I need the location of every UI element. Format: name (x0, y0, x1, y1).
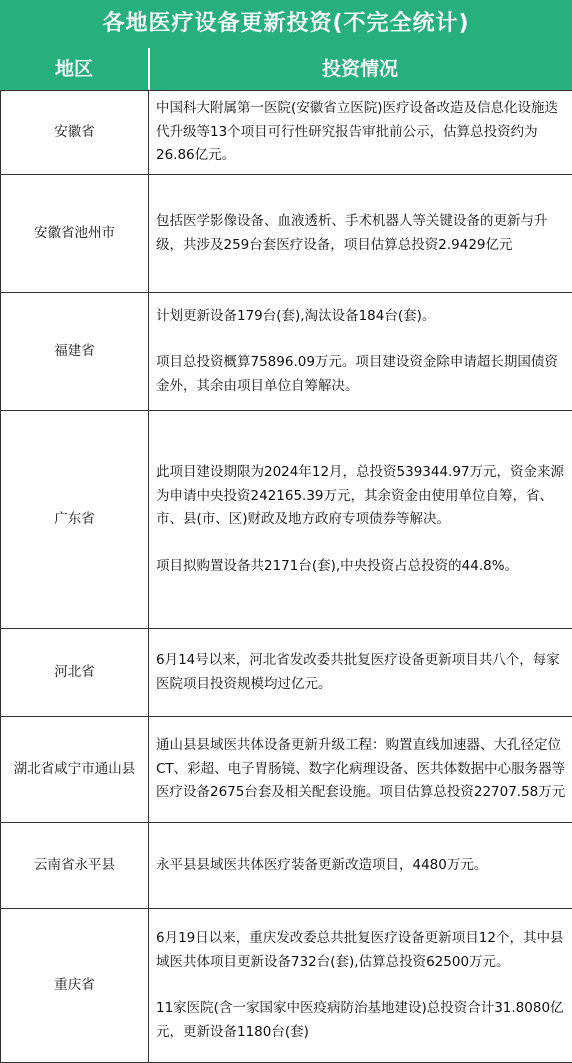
region-cell: 安徽省 (1, 91, 149, 175)
table-row (1, 823, 572, 909)
investment-text: 包括医学影像设备、血液透析、手术机器人等关键设备的更新与升级，共涉及259台套医疗设备，项目估算总投资2.9429亿元 (156, 210, 566, 257)
investment-cell (149, 629, 572, 717)
header-region: 地区 (0, 48, 148, 90)
investment-text: 6月14号以来，河北省发改委共批复医疗设备更新项目共八个，每家医院项目投资规模均过亿元。 (156, 649, 566, 696)
investment-text: 永平县县域医共体医疗装备更新改造项目，4480万元。 (156, 854, 566, 878)
region-cell: 河北省 (1, 629, 149, 717)
investment-cell (149, 909, 572, 1063)
region-cell: 湖北省咸宁市通山县 (1, 717, 149, 823)
investment-cell (149, 823, 572, 909)
investment-cell (149, 91, 572, 175)
table-row (1, 293, 572, 411)
investment-text: 计划更新设备179台(套),淘汰设备184台(套)。 (156, 305, 566, 329)
table-header (0, 48, 572, 90)
investment-text: 11家医院(含一家国家中医疫病防治基地建设)总投资合计31.8080亿元，更新设备1180台(套) (156, 997, 566, 1044)
investment-cell (149, 293, 572, 411)
investment-text: 通山县县域医共体设备更新升级工程：购置直线加速器、大孔径定位CT、彩超、电子胃肠镜、数字化病理设备、医共体数据中心服务器等医疗设备2675台套及相关配套设施。项目估算总投资22707.58万元 (156, 734, 566, 805)
region-cell: 广东省 (1, 411, 149, 629)
table-row (1, 717, 572, 823)
region-cell: 福建省 (1, 293, 149, 411)
investment-text: 6月19日以来，重庆发改委总共批复医疗设备更新项目12个，其中县域医共体项目更新设备732台(套),估算总投资62500万元。 (156, 927, 566, 974)
region-cell: 安徽省池州市 (1, 175, 149, 293)
investment-text: 此项目建设期限为2024年12月，总投资539344.97万元，资金来源为申请中央投资242165.39万元，其余资金由使用单位自筹，省、市、县(市、区)财政及地方政府专项债券等解决。 (156, 461, 566, 532)
investment-text: 中国科大附属第一医院(安徽省立医院)医疗设备改造及信息化设施迭代升级等13个项目可行性研究报告审批前公示，估算总投资约为26.86亿元。 (156, 97, 566, 168)
investment-cell (149, 175, 572, 293)
table-row (1, 91, 572, 175)
table-row (1, 909, 572, 1063)
investment-table (0, 90, 572, 1063)
investment-cell (149, 411, 572, 629)
region-cell: 重庆省 (1, 909, 149, 1063)
table-row (1, 629, 572, 717)
header-investment: 投资情况 (148, 48, 572, 90)
table-row (1, 411, 572, 629)
investment-cell (149, 717, 572, 823)
region-cell: 云南省永平县 (1, 823, 149, 909)
page-title: 各地医疗设备更新投资(不完全统计) (0, 0, 572, 48)
table-row (1, 175, 572, 293)
investment-text: 项目拟购置设备共2171台(套),中央投资占总投资的44.8%。 (156, 555, 566, 579)
investment-text: 项目总投资概算75896.09万元。项目建设资金除申请超长期国债资金外，其余由项目单位自筹解决。 (156, 351, 566, 398)
